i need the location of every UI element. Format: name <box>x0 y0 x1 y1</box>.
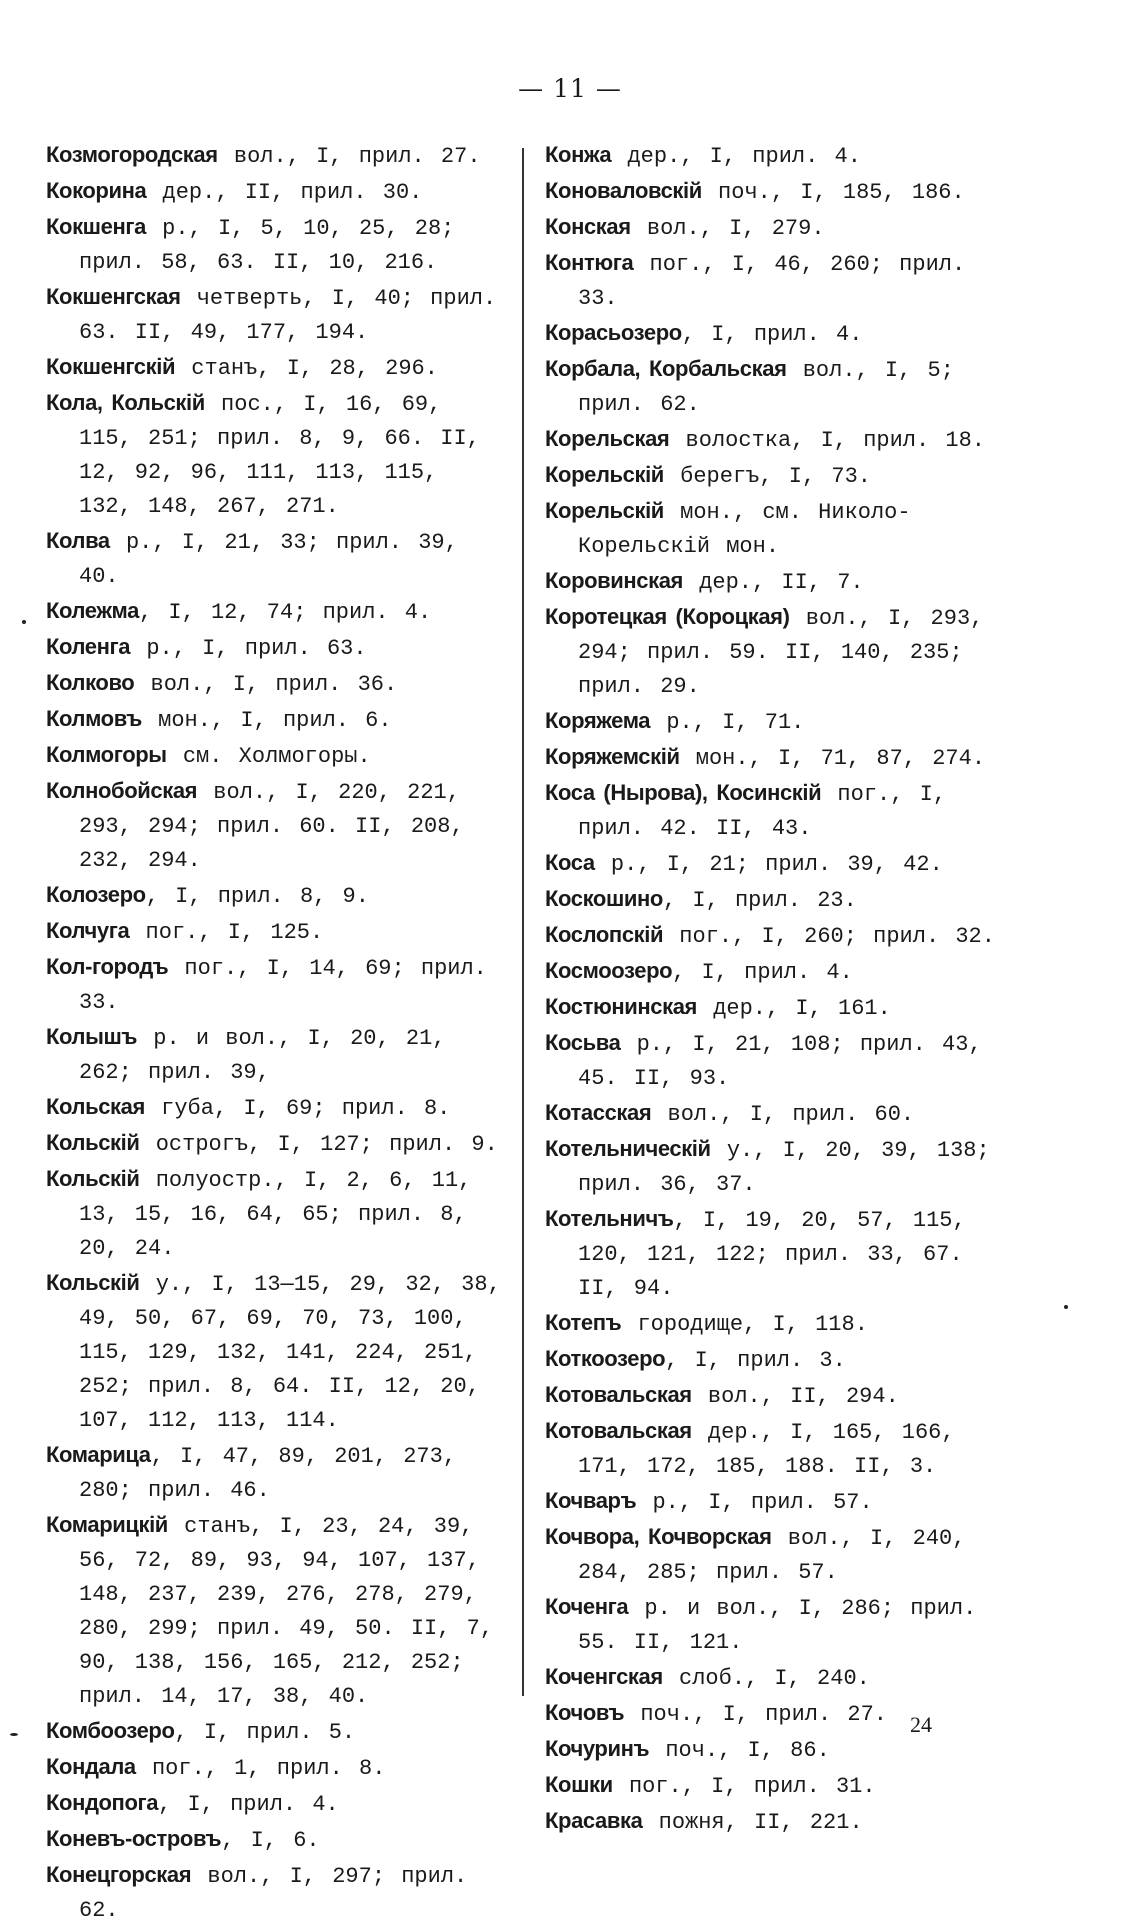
entry-references: мон., I, 71, 87, 274. <box>679 746 986 771</box>
entry-references: р., I, 21, 108; прил. 43, 45. II, 93. <box>578 1032 982 1091</box>
entry-headword: Кочваръ <box>545 1488 637 1513</box>
entry-headword: Котепъ <box>545 1310 622 1335</box>
index-entry <box>46 524 502 594</box>
entry-headword: Колозеро <box>46 882 146 907</box>
index-entry <box>545 352 1015 422</box>
entry-headword: Колва <box>46 528 110 553</box>
entry-references: , I, 47, 89, 201, 273, 280; прил. 46. <box>79 1444 457 1503</box>
entry-references: дер., I, прил. 4. <box>611 144 861 169</box>
entry-references: острогъ, I, 127; прил. 9. <box>139 1132 498 1157</box>
entry-references: , I, прил. 4. <box>681 322 863 347</box>
index-entry <box>545 1484 1015 1520</box>
entry-headword: Конецгорская <box>46 1862 192 1887</box>
entry-headword: Коноваловскій <box>545 178 702 203</box>
entry-references: поч., I, прил. 27. <box>624 1702 887 1727</box>
index-entry <box>46 1786 502 1822</box>
index-entry <box>46 280 502 350</box>
entry-headword: Корбала, Корбальская <box>545 356 787 381</box>
index-entry <box>46 1508 502 1714</box>
entry-headword: Контюга <box>545 250 634 275</box>
entry-references: вол., I, 297; прил. 62. <box>79 1864 468 1923</box>
entry-headword: Коченгская <box>545 1664 663 1689</box>
entry-references: пос., I, 16, 69, 115, 251; прил. 8, 9, 66. II, 12, 92, 96, 111, 113, 115, 132, 148, 267, 271. <box>79 392 480 519</box>
entry-headword: Кондопога <box>46 1790 159 1815</box>
entry-headword: Комарица <box>46 1442 151 1467</box>
signature-mark: 24 <box>910 1712 932 1737</box>
entry-references: дер., II, 7. <box>683 570 864 595</box>
entry-headword: Кокшенга <box>46 214 146 239</box>
entry-headword: Кольская <box>46 1094 145 1119</box>
entry-references: пог., I, 260; прил. 32. <box>663 924 995 949</box>
index-entry <box>545 1202 1015 1306</box>
entry-headword: Корельская <box>545 426 670 451</box>
index-entry <box>545 846 1015 882</box>
entry-references: р. и вол., I, 286; прил. 55. II, 121. <box>578 1596 977 1655</box>
index-entry <box>46 174 502 210</box>
entry-headword: Кольскій <box>46 1166 140 1191</box>
entry-references: , I, 6. <box>221 1828 320 1853</box>
entry-references: , I, прил. 3. <box>665 1348 846 1373</box>
entry-references: пог., I, 46, 260; прил. 33. <box>578 252 966 311</box>
index-entry <box>545 1414 1015 1484</box>
entry-references: р., I, прил. 63. <box>130 636 367 661</box>
index-entry <box>545 494 1015 564</box>
entry-references: , I, прил. 23. <box>662 888 857 913</box>
index-entry <box>46 1162 502 1266</box>
entry-headword: Котельничъ <box>545 1206 674 1231</box>
index-entry <box>46 666 502 702</box>
index-entry <box>545 458 1015 494</box>
entry-references: , I, 12, 74; прил. 4. <box>138 600 432 625</box>
index-entry <box>545 1132 1015 1202</box>
index-entry <box>545 776 1015 846</box>
entry-references: вол., I, 5; прил. 62. <box>578 358 954 417</box>
index-entry <box>545 138 1015 174</box>
entry-references: станъ, I, 28, 296. <box>175 356 438 381</box>
entry-references: слоб., I, 240. <box>662 1666 870 1691</box>
index-entry <box>46 774 502 878</box>
entry-references: вол., I, 240, 284, 285; прил. 57. <box>578 1526 966 1585</box>
entry-references: р., I, 5, 10, 25, 28; прил. 58, 63. II, 10, 216. <box>79 216 455 275</box>
entry-references: вол., I, прил. 36. <box>134 672 398 697</box>
entry-headword: Кола, Кольскій <box>46 390 205 415</box>
entry-references: четверть, I, 40; прил. 63. II, 49, 177, 194. <box>79 286 497 345</box>
entry-references: пог., I, 14, 69; прил. 33. <box>79 956 487 1015</box>
index-entry <box>545 1696 1015 1732</box>
index-entry <box>46 350 502 386</box>
entry-references: см. Холмогоры. <box>166 744 371 769</box>
entry-headword: Кочвора, Кочворская <box>545 1524 772 1549</box>
index-entry <box>545 246 1015 316</box>
index-column-left <box>46 138 502 1928</box>
index-entry <box>545 1096 1015 1132</box>
index-entry <box>46 738 502 774</box>
entry-headword: Косьва <box>545 1030 621 1055</box>
entry-headword: Козмогородская <box>46 142 218 167</box>
entry-headword: Конжа <box>545 142 612 167</box>
entry-references: дер., I, 165, 166, 171, 172, 185, 188. II, 3. <box>578 1420 955 1479</box>
entry-headword: Корельскій <box>545 462 664 487</box>
index-entry <box>545 1026 1015 1096</box>
entry-references: станъ, I, 23, 24, 39, 56, 72, 89, 93, 94, 107, 137, 148, 237, 239, 276, 278, 279, 280, 299; прил. 49, 50. II, 7, 90, 138, 156, 165, 212, 252; прил. 14, 17, 38, 40. <box>79 1514 494 1709</box>
entry-references: пог., I, 125. <box>129 920 324 945</box>
index-entry <box>46 1438 502 1508</box>
entry-headword: Кокшенгская <box>46 284 181 309</box>
index-entry <box>46 1126 502 1162</box>
entry-headword: Костюнинская <box>545 994 697 1019</box>
index-entry <box>545 1342 1015 1378</box>
index-entry <box>46 210 502 280</box>
print-speck <box>1064 1305 1068 1309</box>
entry-references: , I, 19, 20, 57, 115, 120, 121, 122; прил. 33, 67. II, 94. <box>578 1208 966 1301</box>
entry-headword: Колмовъ <box>46 706 142 731</box>
index-entry <box>46 950 502 1020</box>
entry-headword: Коса (Нырова), Косинскій <box>545 780 822 805</box>
entry-headword: Коряжема <box>545 708 651 733</box>
entry-headword: Коленга <box>46 634 131 659</box>
entry-references: вол., II, 294. <box>691 1384 899 1409</box>
entry-headword: Кондала <box>46 1754 136 1779</box>
index-entry <box>545 1732 1015 1768</box>
entry-headword: Колмогоры <box>46 742 167 767</box>
entry-headword: Конская <box>545 214 631 239</box>
index-entry <box>46 1714 502 1750</box>
entry-references: , I, прил. 4. <box>158 1792 339 1817</box>
index-entry <box>545 1378 1015 1414</box>
entry-references: вол., I, прил. 27. <box>217 144 481 169</box>
index-entry <box>46 914 502 950</box>
index-entry <box>545 954 1015 990</box>
entry-headword: Котельническій <box>545 1136 711 1161</box>
entry-headword: Коневъ-островъ <box>46 1826 222 1851</box>
entry-headword: Колчуга <box>46 918 130 943</box>
index-entry <box>545 1590 1015 1660</box>
entry-references: р., I, прил. 57. <box>636 1490 873 1515</box>
entry-references: поч., I, 86. <box>649 1738 830 1763</box>
entry-references: дер., II, прил. 30. <box>146 180 423 205</box>
entry-headword: Кольскій <box>46 1130 140 1155</box>
index-entry <box>46 878 502 914</box>
entry-headword: Колышъ <box>46 1024 138 1049</box>
entry-headword: Колково <box>46 670 135 695</box>
entry-headword: Кол-городъ <box>46 954 169 979</box>
index-entry <box>46 138 502 174</box>
entry-headword: Комбоозеро <box>46 1718 175 1743</box>
entry-references: пог., 1, прил. 8. <box>135 1756 386 1781</box>
entry-headword: Коряжемскій <box>545 744 680 769</box>
index-entry <box>545 210 1015 246</box>
entry-headword: Комарицкій <box>46 1512 168 1537</box>
index-entry <box>46 1750 502 1786</box>
entry-references: р., I, 21; прил. 39, 42. <box>594 852 943 877</box>
entry-references: р., I, 71. <box>650 710 805 735</box>
entry-references: вол., I, 220, 221, 293, 294; прил. 60. II, 208, 232, 294. <box>79 780 464 873</box>
entry-headword: Коткоозеро <box>545 1346 666 1371</box>
index-entry <box>46 386 502 524</box>
entry-references: поч., I, 185, 186. <box>701 180 965 205</box>
entry-headword: Колежма <box>46 598 139 623</box>
entry-references: пог., I, прил. 31. <box>612 1774 876 1799</box>
entry-headword: Коровинская <box>545 568 683 593</box>
entry-references: пожня, II, 221. <box>642 1810 863 1835</box>
entry-references: мон., см. Николо-Корельскій мон. <box>578 500 911 559</box>
entry-references: у., I, 20, 39, 138; прил. 36, 37. <box>578 1138 990 1197</box>
index-entry <box>545 918 1015 954</box>
index-entry <box>545 740 1015 776</box>
index-entry <box>545 600 1015 704</box>
entry-headword: Кольскій <box>46 1270 140 1295</box>
index-entry <box>46 1822 502 1858</box>
index-entry <box>46 630 502 666</box>
entry-headword: Корасьозеро <box>545 320 682 345</box>
entry-references: городище, I, 118. <box>621 1312 868 1337</box>
entry-headword: Котовальская <box>545 1418 692 1443</box>
print-speck <box>10 1733 18 1736</box>
entry-headword: Колнобойская <box>46 778 198 803</box>
print-speck <box>22 620 26 624</box>
entry-headword: Коченга <box>545 1594 629 1619</box>
entry-headword: Кослопскій <box>545 922 664 947</box>
entry-references: полуостр., I, 2, 6, 11, 13, 15, 16, 64, 65; прил. 8, 20, 24. <box>79 1168 472 1261</box>
entry-headword: Коротецкая (Короцкая) <box>545 604 790 629</box>
entry-headword: Кошки <box>545 1772 613 1797</box>
entry-references: , I, прил. 8, 9. <box>145 884 369 909</box>
entry-references: дер., I, 161. <box>697 996 891 1021</box>
entry-headword: Котовальская <box>545 1382 692 1407</box>
entry-references: р. и вол., I, 20, 21, 262; прил. 39, <box>79 1026 446 1085</box>
entry-references: , I, прил. 4. <box>672 960 853 985</box>
index-entry <box>545 422 1015 458</box>
entry-headword: Кокорина <box>46 178 147 203</box>
entry-references: волостка, I, прил. 18. <box>669 428 986 453</box>
entry-references: р., I, 21, 33; прил. 39, 40. <box>79 530 458 589</box>
entry-references: мон., I, прил. 6. <box>141 708 392 733</box>
index-entry <box>545 1660 1015 1696</box>
index-entry <box>545 316 1015 352</box>
index-entry <box>46 1020 502 1090</box>
index-entry <box>545 1520 1015 1590</box>
index-entry <box>46 1090 502 1126</box>
entry-headword: Кочуринъ <box>545 1736 650 1761</box>
index-entry <box>46 1266 502 1438</box>
entry-references: вол., I, 279. <box>630 216 825 241</box>
page-number: — 11 — <box>518 74 622 103</box>
index-entry <box>545 882 1015 918</box>
entry-references: вол., I, 293, 294; прил. 59. II, 140, 235; прил. 29. <box>578 606 984 699</box>
index-entry <box>46 702 502 738</box>
entry-references: пог., I, прил. 42. II, 43. <box>578 782 947 841</box>
index-entry <box>545 704 1015 740</box>
column-divider <box>522 148 524 1696</box>
entry-headword: Космоозеро <box>545 958 673 983</box>
entry-references: губа, I, 69; прил. 8. <box>144 1096 451 1121</box>
entry-headword: Кочовъ <box>545 1700 625 1725</box>
index-column-right <box>545 138 1015 1840</box>
entry-headword: Корельскій <box>545 498 664 523</box>
index-entry <box>545 1768 1015 1804</box>
index-entry <box>46 1858 502 1928</box>
entry-headword: Кокшенгскій <box>46 354 176 379</box>
index-entry <box>545 1804 1015 1840</box>
entry-references: , I, прил. 5. <box>174 1720 356 1745</box>
entry-headword: Котасская <box>545 1100 652 1125</box>
entry-headword: Красавка <box>545 1808 643 1833</box>
index-entry <box>545 990 1015 1026</box>
index-entry <box>545 564 1015 600</box>
entry-references: берегъ, I, 73. <box>663 464 871 489</box>
entry-references: вол., I, прил. 60. <box>651 1102 915 1127</box>
index-entry <box>545 174 1015 210</box>
entry-headword: Коса <box>545 850 595 875</box>
entry-headword: Коскошино <box>545 886 663 911</box>
index-entry <box>46 594 502 630</box>
entry-references: у., I, 13—15, 29, 32, 38, 49, 50, 67, 69, 70, 73, 100, 115, 129, 132, 141, 224, 251, 252; прил. 8, 64. II, 12, 20, 107, 112, 113, 114. <box>79 1272 501 1433</box>
index-entry <box>545 1306 1015 1342</box>
